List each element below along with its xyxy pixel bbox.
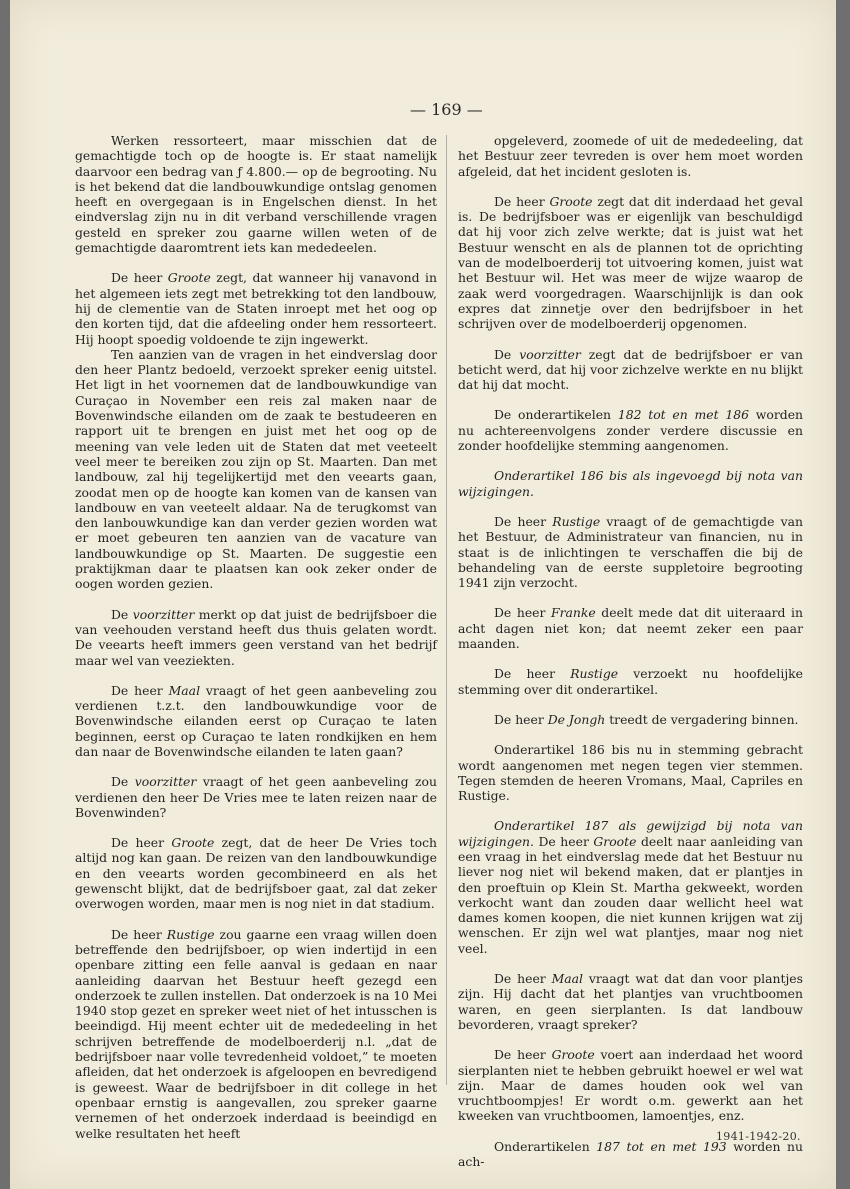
paragraph-text: De heer: [494, 513, 553, 529]
speaker-name: voorzitter: [132, 606, 195, 622]
paragraph: [75, 607, 437, 668]
paragraph-text: vraagt of het geen aanbeveling zou verdienen den heer De Vries mee te laten reizen naar de Bovenwinden?: [75, 774, 437, 820]
paragraph: [458, 1047, 803, 1123]
paragraph-text: merkt op dat juist de bedrijfsboer die van veehouden verstand heeft dus thuis gelaten wordt. De veearts heeft immers geen verstand van het bedrijf maar wel van veeziekten.: [75, 606, 437, 668]
speaker-name: Groote: [171, 835, 215, 851]
paragraph-text: Ten aanzien van de vragen in het eindverslag door den heer Plantz bedoeld, verzoekt spreker eenig uitstel. Het ligt in het voornemen dat de landbouwkundige van Curaçao in November een reis zal maken naar de Bovenwindsche eilanden om de zaak te bestudeeren en rapport uit te brengen en juist met het oog op de meening van vele leden uit de Staten dat met veeteelt veel meer te bereiken zou zijn op St. Maarten. Dan met landbouw, zal hij tegelijkertijd met den veearts gaan, zoodat men op de hoogte kan komen van de kansen van landbouw en van veeteelt aldaar. Na de terugkomst van den lanbouwkundige kan dan verder gezien worden wat er moet gebeuren ten aanzien van de vacature van landbouwkundige op St. Maarten. De suggestie een praktijkman daar te plaatsen kan ook zeker onder de oogen worden gezien.: [75, 346, 437, 592]
paragraph-text: zegt dat de bedrijfsboer er van beticht werd, dat hij voor zichzelve werkte en nu blijkt dat hij dat mocht.: [458, 346, 803, 393]
paragraph: [75, 347, 437, 592]
paragraph-text: De heer: [494, 971, 552, 987]
paragraph-text: De heer: [494, 1047, 552, 1063]
paragraph-text: zegt, dat de heer De Vries toch altijd nog kan gaan. De reizen van den landbouwkundige en den veearts worden gecombineerd en als het gewenscht blijkt, dat de bedrijfsboer gaat, zal dat zeker overwogen worden, maar men is nog niet in dat stadium.: [75, 835, 437, 912]
paragraph-text: deelt mede dat dit uiteraard in acht dagen niet kon; dat neemt zeker een paar maanden.: [458, 605, 803, 652]
article-range: 182 tot en met 186: [617, 407, 749, 423]
paragraph-text: zou gaarne een vraag willen doen betreffende den bedrijfsboer, op wien indertijd in een openbare zitting een felle aanval is gedaan en naar aanleiding daarvan het Bestuur heeft gezegd een onderzoek te zullen instellen. Dat onderzoek is na 10 Mei 1940 stop gezet en spreker weet niet of het intusschen is beeindigd. Hij meent echter uit de mededeeling in het schrijven betreffende de modelboerderij n.l. „dat de bedrijfsboer naar volle tevredenheid voldoet,” te moeten afleiden, dat het onderzoek is afgeloopen en bevredigend is geweest. Waar de bedrijfsboer in dit college in het openbaar ernstig is aangevallen, zou spreker gaarne vernemen of het onderzoek inderdaad is beeindigd en welke resultaten het heeft: [75, 926, 437, 1141]
paragraph-text: De onderartikelen: [494, 407, 618, 423]
paragraph-text: Onderartikel 186 bis nu in stemming gebracht wordt aangenomen met negen tegen vier stemmen. Tegen stemden de heeren Vromans, Maal, Capriles en Rustige.: [458, 742, 803, 804]
column-divider: [446, 135, 447, 1085]
paragraph: [458, 605, 803, 651]
paragraph: [458, 133, 803, 179]
speaker-name: Maal: [551, 971, 584, 987]
paragraph-text: De: [111, 774, 135, 790]
paragraph-text: De heer: [494, 605, 551, 621]
article-heading: Onderartikel 187 als gewijzigd bij nota van wijzigingen.: [458, 818, 803, 849]
document-code: 1941-1942-20.: [716, 1130, 801, 1143]
paragraph: [458, 666, 803, 697]
paragraph-text: vraagt wat dat dan voor plantjes zijn. Hij dacht dat het plantjes van vruchtboomen waren, en geen sierplanten. Is dat landbouw bevorderen, vraagt spreker?: [458, 971, 803, 1032]
speaker-name: Franke: [551, 605, 596, 621]
left-column: [75, 133, 437, 1141]
paragraph: [458, 1139, 803, 1170]
paragraph: [458, 468, 803, 499]
paragraph-text: De heer: [533, 833, 594, 849]
speaker-name: voorzitter: [519, 346, 581, 362]
paragraph-text: De heer: [494, 666, 571, 682]
speaker-name: Groote: [551, 1047, 595, 1063]
paragraph-text: voert aan inderdaad het woord sierplanten niet te hebben gebruikt hoewel er wel wat zijn. Maar de dames houden ook wel van vruchtboompjes! Er wordt o.m. gewerkt aan het kweeken van vruchtboomen, lamoentjes, enz.: [458, 1047, 803, 1124]
speaker-name: voorzitter: [134, 774, 197, 790]
paragraph-text: deelt naar aanleiding van een vraag in het eindverslag mede dat het Bestuur nu liever nog niet wil bekend maken, dat er plantjes in den proeftuin op Klein St. Martha gekweekt, worden verkocht want dan zouden daar wellicht heel wat dames komen koopen, die niet kunnen krijgen wat zij wenschen. Er zijn wel wat plantjes, maar nog niet veel.: [458, 833, 803, 956]
paragraph-text: De heer: [111, 835, 172, 851]
speaker-name: Rustige: [570, 666, 619, 682]
article-range: 187 tot en met 193: [596, 1138, 727, 1154]
paragraph-text: De heer: [494, 193, 550, 209]
paragraph-text: vraagt of de gemachtigde van het Bestuur, de Administrateur van financien, nu in staat is de inlichtingen te verschaffen die bij de behandeling van de eerste suppletoire begrooting 1941 zijn verzocht.: [458, 513, 803, 591]
paragraph-text: De heer: [111, 926, 167, 942]
paragraph-text: De heer: [111, 270, 168, 286]
document-page: [10, 0, 836, 1189]
paragraph-text: Werken ressorteert, maar misschien dat de gemachtigde toch op de hoogte is. Er staat namelijk daarvoor een bedrag van ƒ 4.800.— op de begrooting. Nu is het bekend dat die landbouwkundige ontslag genomen heeft en overgegaan is in Engelschen dienst. In het eindverslag zijn nu in dit verband verschillende vragen gesteld en spreker zou gaarne willen weten of de gemachtigde daaromtrent iets kan mededeelen.: [75, 133, 437, 256]
paragraph: [458, 712, 803, 727]
paragraph-text: vraagt of het geen aanbeveling zou verdienen t.z.t. den landbouwkundige voor de Bovenwindsche eilanden eerst op Curaçao te laten beginnen, eerst op Curaçao te laten rondkijken en hem dan naar de Bovenwindsche eilanden te laten gaan?: [75, 682, 438, 759]
paragraph-text: worden nu ach-: [458, 1138, 803, 1170]
paragraph-text: zegt dat dit inderdaad het geval is. De bedrijfsboer was er eigenlijk van beschuldigd dat hij voor zich zelve werkte; dat is juist wat het Bestuur wenscht en als de plannen tot de oprichting van de modelboerderij tot uitvoering komen, juist wat het Bestuur wil. Het was meer de wijze waarop de zaak werd voorgedragen. Waarschijnlijk is dan ook expres dat zinnetje over den bedrijfsboer in het schrijven over de modelboerderij opgenomen.: [458, 193, 803, 332]
right-column: [458, 133, 803, 1184]
speaker-name: Rustige: [552, 513, 601, 529]
page-number: — 169 —: [410, 100, 483, 119]
paragraph: [75, 133, 437, 255]
paragraph: [458, 818, 803, 956]
paragraph-text: treedt de vergadering binnen.: [605, 711, 799, 727]
speaker-name: Groote: [167, 270, 211, 286]
paragraph: [458, 971, 803, 1032]
article-heading: Onderartikel 186 bis als ingevoegd bij nota van wijzigingen.: [458, 468, 803, 499]
paragraph-text: De heer: [111, 682, 169, 698]
paragraph-text: De heer: [494, 711, 548, 727]
paragraph-text: Onderartikelen: [494, 1138, 597, 1154]
paragraph: [458, 742, 803, 803]
paragraph: [75, 835, 437, 911]
paragraph-text: zegt, dat wanneer hij vanavond in het algemeen iets zegt met betrekking tot den landbouw, hij de clementie van de Staten inroept met het oog op den korten tijd, dat die afdeeling onder hem ressorteert. Hij hoopt spoedig voldoende te zijn ingewerkt.: [75, 270, 437, 347]
paragraph: [458, 514, 803, 590]
paragraph: [458, 347, 803, 393]
paragraph-text: opgeleverd, zoomede of uit de mededeeling, dat het Bestuur zeer tevreden is over hem moet worden afgeleid, dat het incident gesloten is.: [458, 133, 803, 179]
paragraph: [75, 683, 437, 759]
paragraph: [75, 270, 437, 346]
paragraph-text: De: [111, 606, 133, 622]
paragraph: [75, 774, 437, 820]
paragraph-text: De: [494, 346, 520, 362]
speaker-name: Groote: [549, 193, 593, 209]
speaker-name: Groote: [593, 833, 637, 849]
paragraph: [75, 927, 437, 1141]
paragraph-text: worden nu achtereenvolgens zonder verdere discussie en zonder hoofdelijke stemming aangenomen.: [458, 407, 804, 454]
paragraph: [458, 194, 803, 332]
paragraph-text: verzoekt nu hoofdelijke stemming over dit onderartikel.: [458, 666, 803, 697]
speaker-name: Rustige: [166, 926, 215, 942]
speaker-name: De Jongh: [547, 711, 606, 727]
paragraph: [458, 407, 803, 453]
speaker-name: Maal: [168, 682, 201, 698]
